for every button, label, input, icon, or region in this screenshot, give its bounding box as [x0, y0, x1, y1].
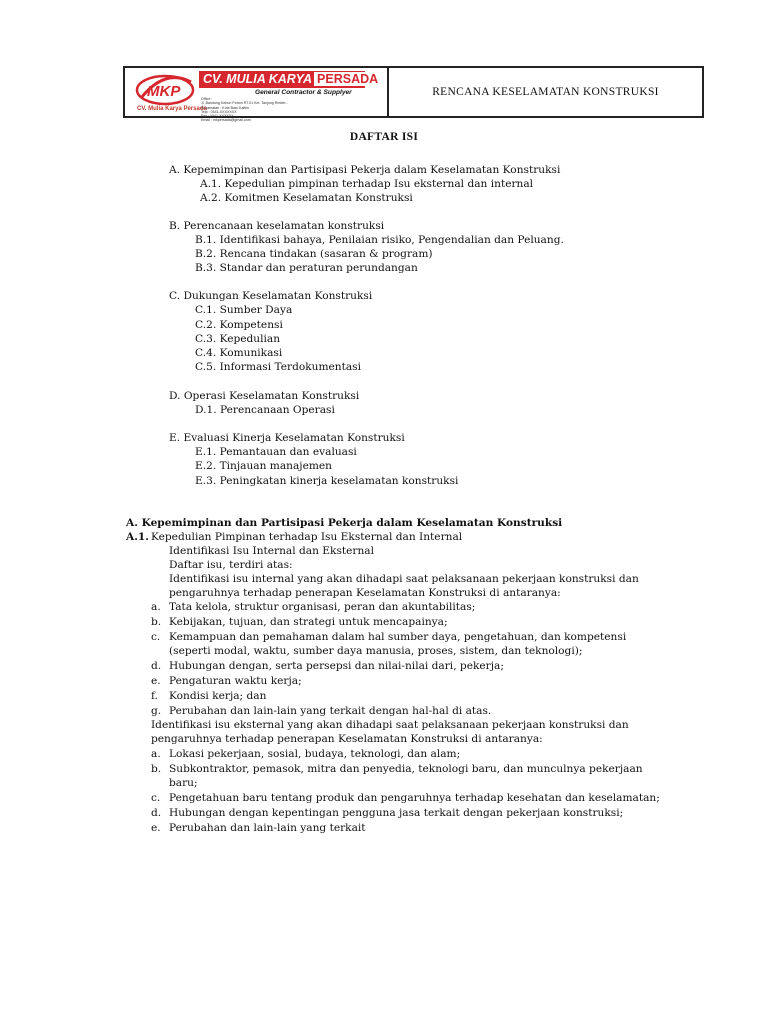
address-line: Jl. Bandung Kebun Pohon RT.01 Kel. Tanjung Redeb...	[201, 101, 289, 106]
toc-entry: D. Operasi Keselamatan Konstruksi	[169, 390, 360, 402]
body-text-line: b.	[151, 763, 162, 775]
body-text-line: d.	[151, 660, 162, 672]
toc-entry: B. Perencanaan keselamatan konstruksi	[169, 220, 385, 232]
toc-entry: C.3. Kepedulian	[195, 333, 281, 345]
company-address	[201, 97, 288, 123]
body-text-line: Pengaturan waktu kerja;	[169, 675, 302, 687]
toc-entry: A. Kepemimpinan dan Partisipasi Pekerja dalam Keselamatan Konstruksi	[169, 164, 561, 176]
body-text-line: f.	[151, 690, 158, 702]
toc-entry: A.2. Komitmen Keselamatan Konstruksi	[200, 192, 413, 204]
toc-entry: B.3. Standar dan peraturan perundangan	[195, 262, 418, 274]
toc-entry: C.4. Komunikasi	[195, 347, 283, 359]
body-text-line: b.	[151, 616, 162, 628]
body-text-line: pengaruhnya terhadap penerapan Keselamatan Konstruksi di antaranya:	[151, 733, 543, 745]
body-text-line: d.	[151, 807, 162, 819]
body-text-line: Hubungan dengan kepentingan pengguna jasa terkait dengan pekerjaan konstruksi;	[169, 807, 624, 819]
body-text-line: Identifikasi isu internal yang akan dihadapi saat pelaksanaan pekerjaan konstruksi dan	[169, 573, 639, 585]
company-logo-block	[125, 68, 389, 123]
toc-entry: C. Dukungan Keselamatan Konstruksi	[169, 290, 373, 302]
body-text-line: Daftar isu, terdiri atas:	[169, 559, 293, 571]
body-text-line: c.	[151, 792, 161, 804]
body-text-line: Kebijakan, tujuan, dan strategi untuk mencapainya;	[169, 616, 448, 628]
toc-title: DAFTAR ISI	[349, 131, 419, 143]
body-text-line: a.	[151, 601, 161, 613]
logo-text: MKP	[147, 83, 181, 100]
company-tagline: General Contractor & Supplyer	[255, 89, 352, 96]
body-text-line: Perubahan dan lain-lain yang terkait dengan hal-hal di atas.	[169, 705, 492, 717]
toc-entry: B.2. Rencana tindakan (sasaran & program)	[195, 248, 433, 260]
toc-entry: E.1. Pemantauan dan evaluasi	[195, 446, 357, 458]
body-text-line: Perubahan dan lain-lain yang terkait	[169, 822, 366, 834]
document-header	[123, 66, 704, 123]
address-line: Office :	[201, 97, 213, 101]
body-text-line: Tata kelola, struktur organisasi, peran dan akuntabilitas;	[169, 601, 476, 613]
toc-entry: C.2. Kompetensi	[195, 319, 283, 331]
body-text-line: A.1.	[126, 531, 149, 543]
address-line: Kecamatan : Kota Baru Kaltim	[201, 105, 250, 110]
body-text-line: Hubungan dengan, serta persepsi dan nilai-nilai dari, pekerja;	[169, 660, 504, 672]
address-line: Telp : 0541-XXXXXXX	[201, 109, 237, 114]
company-name-band	[199, 71, 379, 88]
toc-entry: E.2. Tinjauan manajemen	[195, 460, 332, 472]
body-text-line: baru;	[169, 777, 198, 789]
body-text-line: Pengetahuan baru tentang produk dan pengaruhnya terhadap kesehatan dan keselamatan;	[169, 792, 660, 804]
body-text-line: Identifikasi isu eksternal yang akan dihadapi saat pelaksanaan pekerjaan konstruksi dan	[151, 719, 629, 731]
company-logo-icon	[135, 72, 195, 106]
body-text-line: c.	[151, 631, 161, 643]
body-text-line: (seperti modal, waktu, sumber daya manusia, proses, sistem, dan teknologi);	[169, 645, 583, 657]
body-text-line: Identifikasi Isu Internal dan Eksternal	[169, 545, 374, 557]
body-text-line: Lokasi pekerjaan, sosial, budaya, teknologi, dan alam;	[169, 748, 461, 760]
body-text-line: Kemampuan dan pemahaman dalam hal sumber daya, pengetahuan, dan kompetensi	[169, 631, 627, 643]
body-text-line: a.	[151, 748, 161, 760]
toc-entry: E. Evaluasi Kinerja Keselamatan Konstruksi	[169, 432, 405, 444]
address-line: Fax : 0541-XXXXXX	[201, 114, 234, 119]
body-text-line: g.	[151, 705, 162, 717]
body-text-line: e.	[151, 675, 161, 687]
logo-subtext: CV. Mulia Karya Persada	[137, 106, 207, 112]
body-text-line: Kepedulian Pimpinan terhadap Isu Eksternal dan Internal	[151, 531, 463, 543]
toc-entry: D.1. Perencanaan Operasi	[195, 404, 335, 416]
toc-entry: C.5. Informasi Terdokumentasi	[195, 361, 362, 373]
body-text-line: pengaruhnya terhadap penerapan Keselamatan Konstruksi di antaranya:	[169, 587, 561, 599]
body-text-line: e.	[151, 822, 161, 834]
toc-entry: B.1. Identifikasi bahaya, Penilaian risiko, Pengendalian dan Peluang.	[195, 234, 564, 246]
toc-entry: C.1. Sumber Daya	[195, 304, 293, 316]
body-text-line: Subkontraktor, pemasok, mitra dan penyedia, teknologi baru, dan munculnya pekerjaan	[169, 763, 643, 775]
company-name-suffix: PERSADA	[314, 72, 381, 86]
address-line: Email : mkpersada@gmail.com	[201, 118, 251, 123]
document-title: RENCANA KESELAMATAN KONSTRUKSI	[432, 86, 659, 98]
toc-entry: E.3. Peningkatan kinerja keselamatan konstruksi	[195, 475, 459, 487]
toc-entry: A.1. Kepedulian pimpinan terhadap Isu eksternal dan internal	[200, 178, 534, 190]
company-name: CV. MULIA KARYA	[203, 72, 313, 86]
body-text-line: A. Kepemimpinan dan Partisipasi Pekerja dalam Keselamatan Konstruksi	[126, 517, 563, 529]
body-text-line: Kondisi kerja; dan	[169, 690, 267, 702]
